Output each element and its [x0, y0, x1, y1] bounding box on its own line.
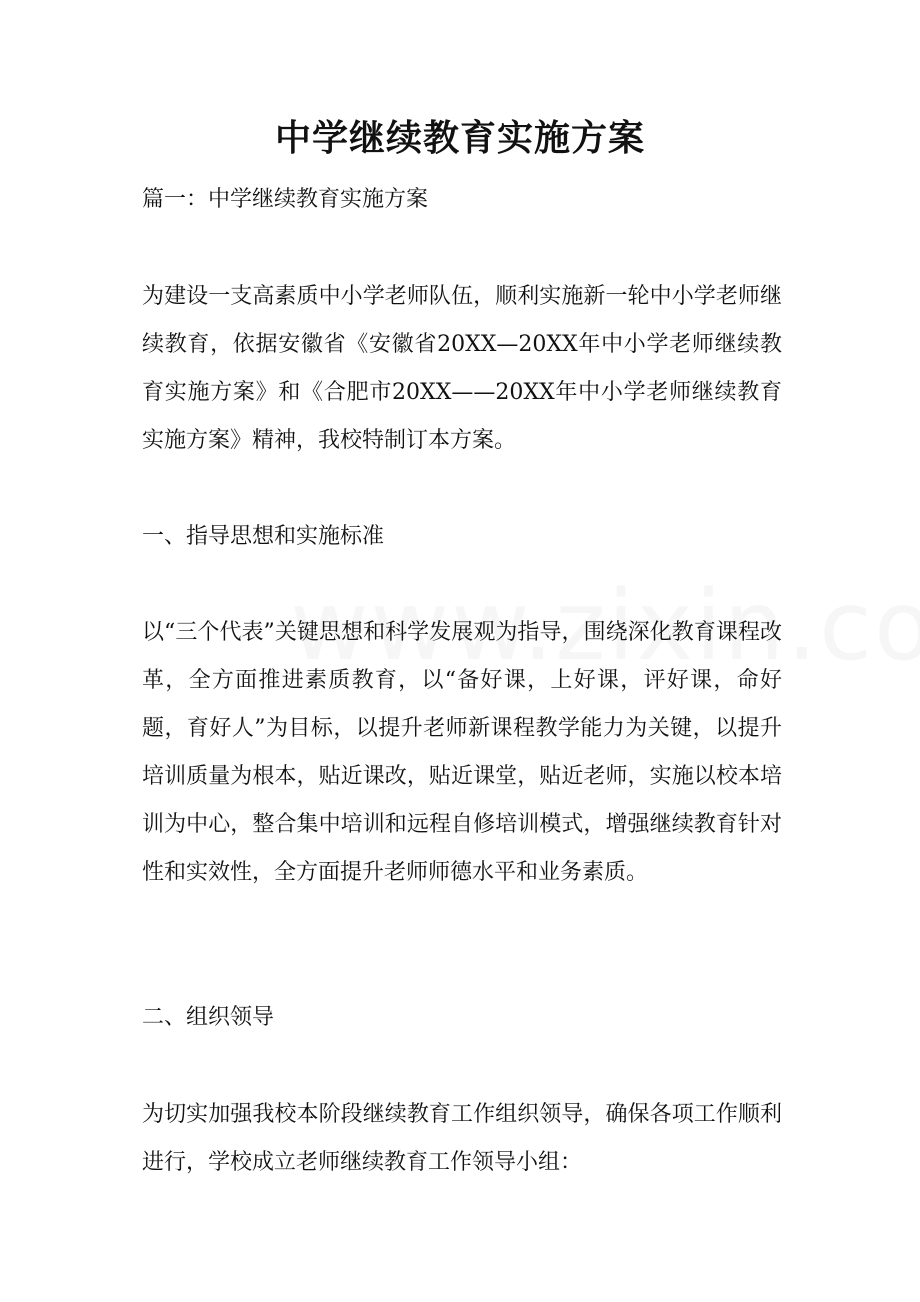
- section-1-paragraph: 以“三个代表”关键思想和科学发展观为指导，围绕深化教育课程改革，全方面推进素质教育，以“备好课，上好课，评好课，命好题，育好人”为目标，以提升老师新课程教学能力为关键，以提升培训质量为根本，贴近课改，贴近课堂，贴近老师，实施以校本培训为中心，整合集中培训和远程自修培训模式，增强继续教育针对性和实效性，全方面提升老师师德水平和业务素质。: [142, 620, 782, 885]
- document-subtitle: 篇一：中学继续教育实施方案: [142, 187, 429, 212]
- intro-paragraph: 为建设一支高素质中小学老师队伍，顺利实施新一轮中小学老师继续教育，依据安徽省《安徽省20XX—20XX年中小学老师继续教育实施方案》和《合肥市20XX——20XX年中小学老师继续教育实施方案》精神，我校特制订本方案。: [142, 284, 782, 453]
- section-2-paragraph: 为切实加强我校本阶段继续教育工作组织领导，确保各项工作顺利进行，学校成立老师继续教育工作领导小组：: [142, 1102, 782, 1175]
- section-1-heading: 一、指导思想和实施标准: [142, 524, 385, 549]
- section-2-heading: 二、组织领导: [142, 1005, 275, 1030]
- document-title: 中学继续教育实施方案: [274, 117, 645, 159]
